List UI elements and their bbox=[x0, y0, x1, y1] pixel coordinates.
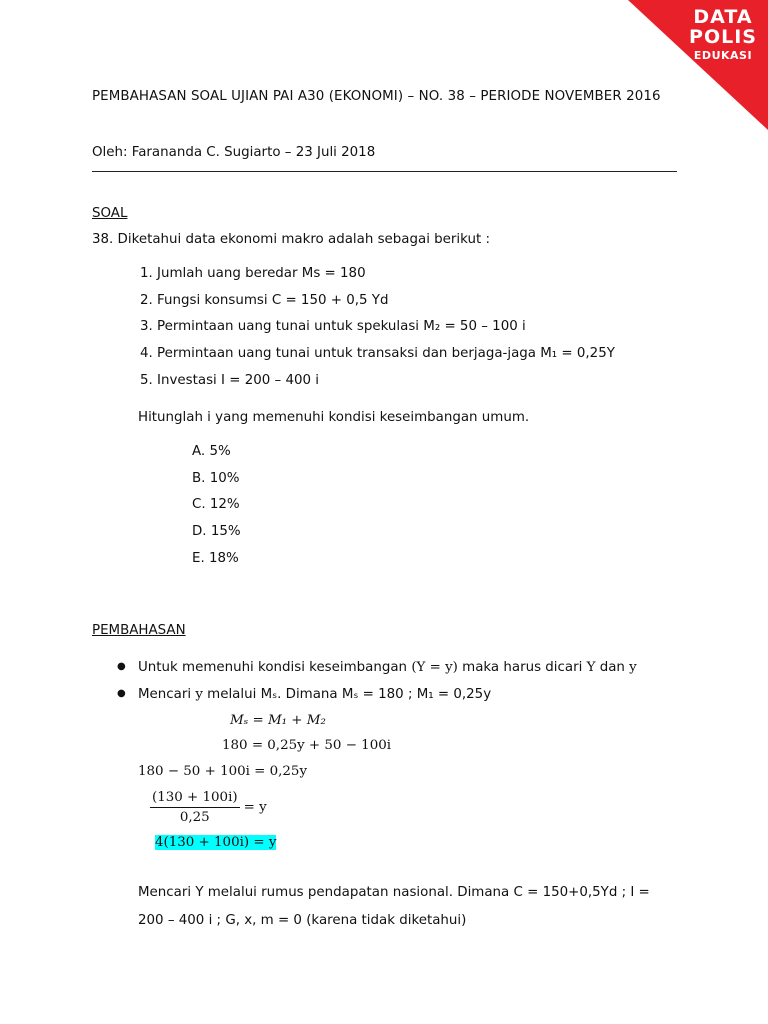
bullet-1 bbox=[138, 660, 637, 675]
highlight-mark: 4(130 + 100i) = y bbox=[155, 835, 277, 850]
question-prompt: Hitunglah i yang memenuhi kondisi keseimbangan umum. bbox=[138, 410, 530, 425]
author-byline: Oleh: Farananda C. Sugiarto – 23 Juli 2018 bbox=[92, 145, 376, 160]
bullet-1-y: y bbox=[629, 660, 637, 675]
bullet-1-Y: Y bbox=[586, 660, 596, 675]
question-item-3: 3. Permintaan uang tunai untuk spekulasi M₂ = 50 – 100 i bbox=[140, 319, 526, 334]
option-c: C. 12% bbox=[192, 497, 240, 512]
bullet-1-text-b: maka harus dicari bbox=[457, 660, 587, 675]
bullet-2-y: y bbox=[195, 687, 203, 702]
equation-ms: Mₛ = M₁ + M₂ bbox=[230, 713, 326, 728]
logo-line-edukasi: EDUKASI bbox=[693, 49, 753, 62]
bullet-1-text-c: dan bbox=[595, 660, 630, 675]
logo-line-data: DATA bbox=[693, 6, 753, 28]
bullet-1-text-a: Untuk memenuhi kondisi keseimbangan bbox=[138, 660, 412, 675]
option-b: B. 10% bbox=[192, 471, 240, 486]
equation-2: 180 = 0,25y + 50 − 100i bbox=[222, 738, 392, 753]
option-d: D. 15% bbox=[192, 524, 241, 539]
equation-fraction bbox=[150, 790, 267, 825]
bullet-dot: ● bbox=[117, 688, 126, 699]
soal-heading: SOAL bbox=[92, 206, 128, 221]
datapolis-logo bbox=[628, 0, 768, 130]
header-divider bbox=[92, 171, 677, 172]
question-item-5: 5. Investasi I = 200 – 400 i bbox=[140, 373, 320, 388]
fraction-rhs: = y bbox=[243, 800, 267, 815]
question-item-1: 1. Jumlah uang beredar Ms = 180 bbox=[140, 266, 366, 281]
pembahasan-heading: PEMBAHASAN bbox=[92, 623, 186, 638]
fraction-denominator: 0,25 bbox=[179, 810, 210, 825]
equation-highlighted bbox=[155, 835, 276, 850]
paragraph-line-1: Mencari Y melalui rumus pendapatan nasional. Dimana C = 150+0,5Yd ; I = bbox=[138, 885, 650, 900]
bullet-2-text-a: Mencari bbox=[138, 687, 196, 702]
fraction-stack bbox=[150, 790, 240, 825]
equation-3: 180 − 50 + 100i = 0,25y bbox=[138, 764, 308, 779]
question-item-2: 2. Fungsi konsumsi C = 150 + 0,5 Yd bbox=[140, 293, 389, 308]
logo-text bbox=[684, 8, 762, 61]
paragraph-line-2: 200 – 400 i ; G, x, m = 0 (karena tidak diketahui) bbox=[138, 913, 467, 928]
document-title: PEMBAHASAN SOAL UJIAN PAI A30 (EKONOMI) – NO. 38 – PERIODE NOVEMBER 2016 bbox=[92, 89, 661, 104]
logo-line-polis: POLIS bbox=[689, 26, 757, 48]
question-item-4: 4. Permintaan uang tunai untuk transaksi dan berjaga-jaga M₁ = 0,25Y bbox=[140, 346, 615, 361]
option-a: A. 5% bbox=[192, 444, 231, 459]
question-intro: 38. Diketahui data ekonomi makro adalah sebagai berikut : bbox=[92, 232, 490, 247]
bullet-1-math: (Y = y) bbox=[411, 660, 458, 675]
bullet-2-text-b: melalui Mₛ. Dimana Mₛ = 180 ; M₁ = 0,25y bbox=[202, 687, 492, 702]
bullet-dot: ● bbox=[117, 661, 126, 672]
option-e: E. 18% bbox=[192, 551, 239, 566]
bullet-2 bbox=[138, 687, 491, 702]
fraction-numerator: (130 + 100i) bbox=[150, 790, 240, 808]
